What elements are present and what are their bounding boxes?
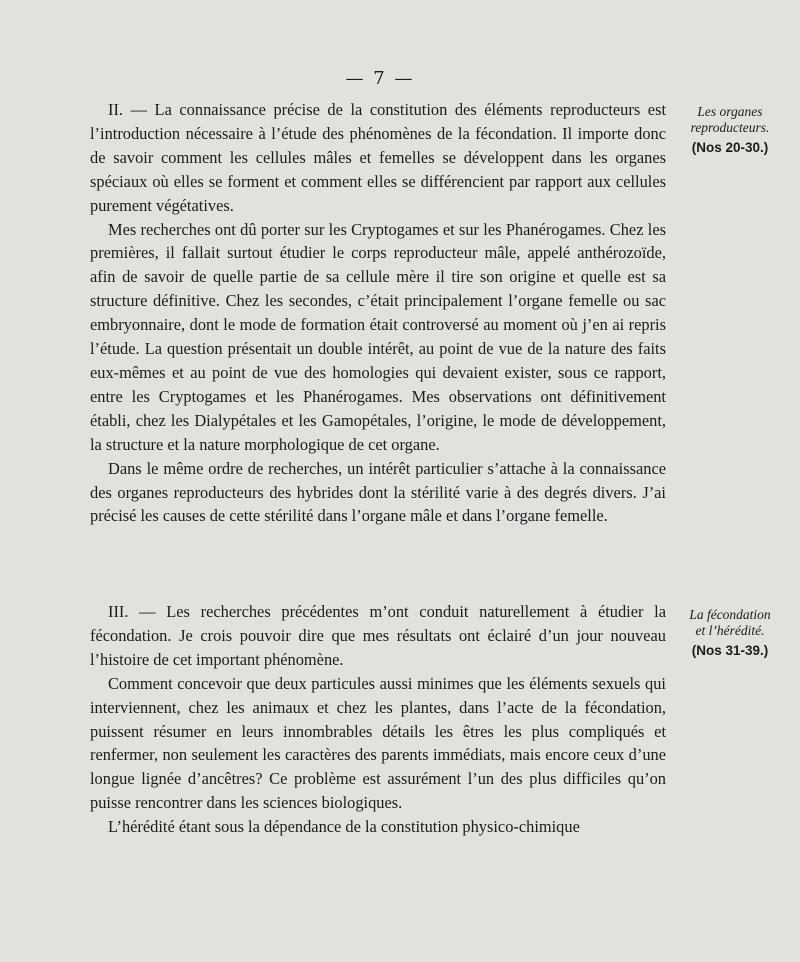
margin-note-title: Les organes: [697, 104, 763, 119]
page-number: — 7 —: [345, 68, 415, 89]
paragraph: Comment concevoir que deux particules aussi minimes que les éléments sexuels qui interviennent, chez les animaux et chez les plantes, dans l’acte de la fécondation, puissent résumer en leurs innombrables détails les êtres les plus compliqués et renfermer, non seulement les caractères des parents immédiats, mais encore ceux d’une longue lignée d’ancêtres? Ce problème est assurément l’un des plus difficiles qu’on puisse rencontrer dans les sciences biologiques.: [90, 673, 666, 813]
section-ii: [90, 98, 666, 528]
section-iii: [90, 600, 666, 839]
margin-note-ref: (Nos 20-30.): [691, 140, 769, 155]
paragraph: Dans le même ordre de recherches, un intérêt particulier s’attache à la connaissance des organes reproducteurs des hybrides dont la stérilité varie à des degrés divers. J’ai précisé les causes de cette stérilité dans l’organe mâle et dans l’organe femelle.: [90, 458, 666, 526]
margin-note-ref: (Nos 31-39.): [691, 643, 769, 658]
paragraph: II. — La connaissance précise de la constitution des éléments reproducteurs est l’introduction nécessaire à l’étude des phénomènes de la fécondation. Il importe donc de savoir comment les cellules mâles et femelles se développent dans les organes spéciaux où elles se forment et comment elles se différencient par rapport aux cellules purement végétatives.: [90, 100, 666, 215]
margin-note-reproductive-organs: [678, 104, 782, 156]
paragraph: III. — Les recherches précédentes m’ont conduit naturellement à étudier la fécondation. Je crois pouvoir dire que mes résultats ont éclairé d’un jour nouveau l’histoire de cet important phénomène.: [90, 602, 666, 669]
margin-note-title: reproducteurs.: [690, 120, 770, 135]
margin-note-title: La fécondation: [689, 607, 771, 622]
margin-note-title: et l’hérédité.: [695, 623, 765, 638]
margin-note-fecondation: [678, 607, 782, 659]
paragraph: L’hérédité étant sous la dépendance de la constitution physico-chimique: [108, 817, 580, 837]
paragraph: Mes recherches ont dû porter sur les Cryptogames et sur les Phanérogames. Chez les premières, il fallait surtout étudier le corps reproducteur mâle, appelé anthérozoïde, afin de savoir de quelle partie de sa cellule mère il tire son origine et quelle est sa structure définitive. Chez les secondes, c’était principalement l’organe femelle ou sac embryonnaire, dont le mode de formation était controversé au moment où j’en ai repris l’étude. La question présentait un double intérêt, au point de vue de la nature des faits eux-mêmes et au point de vue des homologies qui devaient exister, sous ce rapport, entre les Cryptogames et les Phanérogames. Mes observations ont définitivement établi, chez les Dialypétales et les Gamopétales, l’origine, le mode de développement, la structure et la nature morphologique de cet organe.: [90, 219, 666, 454]
